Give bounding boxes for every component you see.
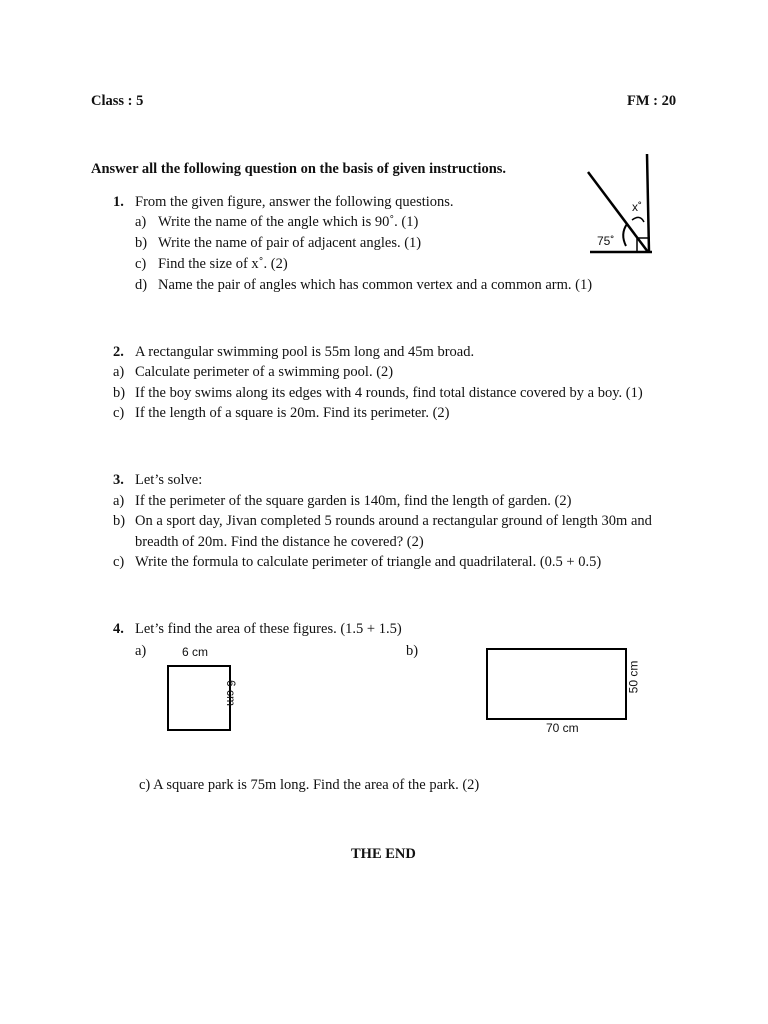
rectangle-bottom-label: 70 cm [546, 721, 579, 735]
q1-a-label: a) [135, 214, 147, 230]
q3-b-text-line1: On a sport day, Jivan completed 5 rounds around a rectangular ground of length 30m and [135, 513, 652, 529]
q1-b-label: b) [135, 235, 148, 251]
q3-number: 3. [113, 472, 124, 488]
q4-text: Let’s find the area of these figures. (1.5 + 1.5) [135, 621, 402, 637]
instructions: Answer all the following question on the basis of given instructions. [91, 161, 507, 177]
q2-b-text: If the boy swims along its edges with 4 rounds, find total distance covered by a boy. (1) [135, 385, 643, 401]
angle-figure [560, 150, 670, 260]
full-marks-label: FM : 20 [627, 93, 677, 109]
q2-a-text: Calculate perimeter of a swimming pool. (2) [135, 364, 394, 380]
q2-b-label: b) [113, 385, 126, 401]
q2-a-label: a) [113, 364, 125, 380]
q1-text: From the given figure, answer the following questions. [135, 194, 454, 210]
the-end: THE END [351, 846, 416, 862]
q1-b-text: Write the name of pair of adjacent angles. (1) [158, 235, 422, 251]
q1-number: 1. [113, 194, 124, 210]
square-top-label: 6 cm [182, 645, 209, 659]
q3-b-text-line2: breadth of 20m. Find the distance he covered? (2) [135, 534, 424, 550]
angle-x-label: x˚ [632, 200, 642, 214]
q3-c-text: Write the formula to calculate perimeter of triangle and quadrilateral. (0.5 + 0.5) [135, 554, 602, 570]
q2-c-label: c) [113, 405, 125, 421]
q1-d-label: d) [135, 277, 148, 293]
q1-a-text: Write the name of the angle which is 90˚. (1) [158, 214, 419, 230]
q2-text: A rectangular swimming pool is 55m long and 45m broad. [135, 344, 475, 360]
q2-c-text: If the length of a square is 20m. Find its perimeter. (2) [135, 405, 450, 421]
q3-a-text: If the perimeter of the square garden is 140m, find the length of garden. (2) [135, 493, 572, 509]
q3-text: Let’s solve: [135, 472, 203, 488]
class-label: Class : 5 [91, 93, 144, 109]
angle-75-label: 75˚ [597, 234, 615, 248]
q1-d-text: Name the pair of angles which has common vertex and a common arm. (1) [158, 277, 593, 293]
q3-b-label: b) [113, 513, 126, 529]
q2-number: 2. [113, 344, 124, 360]
q1-c-text: Find the size of x˚. (2) [158, 256, 288, 272]
rectangle-figure [486, 648, 627, 720]
q3-a-label: a) [113, 493, 125, 509]
q1-c-label: c) [135, 256, 147, 272]
q4-a-label: a) [135, 643, 147, 659]
q4-c-text: c) A square park is 75m long. Find the area of the park. (2) [139, 777, 480, 793]
rectangle-side-label: 50 cm [626, 660, 641, 694]
q4-number: 4. [113, 621, 124, 637]
square-side-label: 6 cm [224, 679, 239, 707]
q3-c-label: c) [113, 554, 125, 570]
q4-b-label: b) [406, 643, 419, 659]
